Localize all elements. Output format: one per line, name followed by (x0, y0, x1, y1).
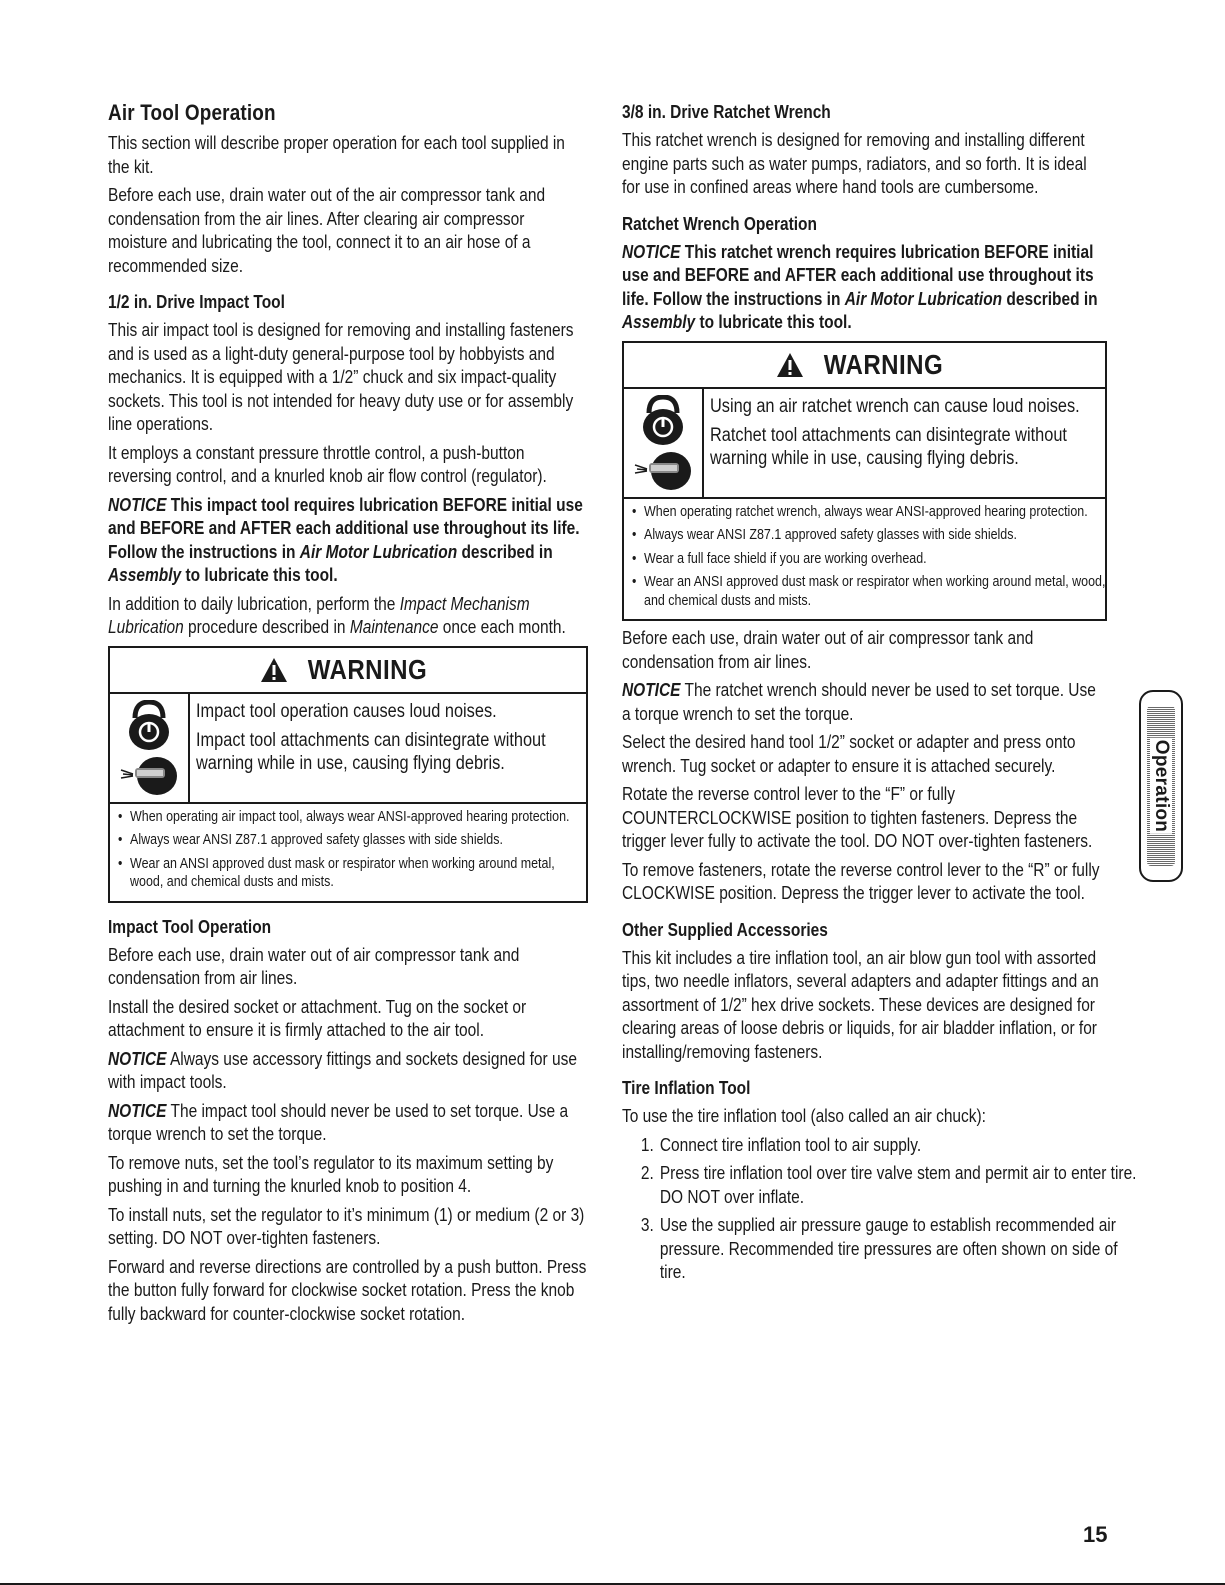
impact-op-paragraph-1: Before each use, drain water out of air compressor tank and condensation from air lines. (108, 944, 520, 988)
warning-bullet: • Wear an ANSI approved dust mask or respirator when working around metal, wood, and chemical dusts and mists. (632, 573, 1110, 610)
tire-inflation-intro: To use the tire inflation tool (also called an air chuck): (622, 1106, 986, 1126)
ratchet-op-paragraph-1: Before each use, drain water out of air compressor tank and condensation from air lines. (622, 628, 1034, 672)
impact-op-paragraph-5: Forward and reverse directions are controlled by a push button. Press the button fully forward for clockwise socket rotation. Press the knob fully backward for counter-clockwise socket rotation. (108, 1256, 587, 1324)
warning-icons (110, 694, 190, 802)
ratchet-op-paragraph-2: Select the desired hand tool 1/2” socket or adapter and press onto wrench. Tug socket or adapter to ensure it is attached securely. (622, 732, 1076, 776)
other-accessories-heading: Other Supplied Accessories (622, 919, 828, 940)
warning-bullet: • When operating ratchet wrench, always wear ANSI-approved hearing protection. (632, 503, 1110, 522)
left-column (108, 100, 588, 1331)
warning-line-noise: Impact tool operation causes loud noises. (196, 700, 497, 722)
tire-inflation-steps (622, 1134, 1137, 1285)
warning-title: WARNING (823, 348, 944, 380)
warning-header (110, 648, 586, 694)
warning-title: WARNING (307, 653, 427, 685)
ratchet-op-paragraph-4: To remove fasteners, rotate the reverse control lever to the “R” or fully CLOCKWISE position. Depress the trigger lever to activate the tool. (622, 859, 1100, 903)
other-accessories-paragraph: This kit includes a tire inflation tool, an air blow gun tool with assorted tips, two needle inflators, several adapters and adapter fittings and an assortment of 1/2” hex drive sockets. These devices are designed for clearing areas of loose debris or liquids, for air bladder inflation, or for installing/removing fasteners. (622, 947, 1099, 1062)
ratchet-paragraph-1: This ratchet wrench is designed for removing and installing different engine parts such as water pumps, radiators, and so forth. It is ideal for use in confined areas where hand tools are cumbersome. (622, 130, 1087, 197)
notice-label: NOTICE (108, 1100, 167, 1121)
ratchet-op-paragraph-3: Rotate the reverse control lever to the “F” or fully COUNTERCLOCKWISE position to tighten fasteners. Depress the trigger lever fully to activate the tool. DO NOT over-tighten fasteners. (622, 784, 1093, 851)
impact-paragraph-1: This air impact tool is designed for removing and installing fasteners and is used as a light-duty general-purpose tool by hobbyists and mechanics. It is equipped with a 1/2” chuck and six impact-quality sockets. This tool is not intended for heavy duty use or for assembly line operations. (108, 320, 574, 434)
section-title: Air Tool Operation (108, 100, 276, 125)
accessory-notice: NOTICE Always use accessory fittings and sockets designed for use with impact tools. (108, 1048, 577, 1092)
notice-label: NOTICE (622, 241, 681, 262)
warning-bullet: • Always wear ANSI Z87.1 approved safety glasses with side shields. (118, 831, 591, 850)
ratchet-wrench-heading: 3/8 in. Drive Ratchet Wrench (622, 102, 831, 122)
impact-tool-heading: 1/2 in. Drive Impact Tool (108, 292, 285, 312)
warning-line-debris: Impact tool attachments can disintegrate without warning while in use, causing flying debris. (196, 729, 546, 774)
impact-operation-heading: Impact Tool Operation (108, 916, 272, 937)
warning-statements (704, 389, 1105, 497)
impact-paragraph-2: It employs a constant pressure throttle control, a push-button reversing control, and a knurled knob air flow control (regulator). (108, 442, 547, 486)
torque-notice: NOTICE The impact tool should never be used to set torque. Use a torque wrench to set the torque. (108, 1100, 569, 1144)
notice-label: NOTICE (108, 494, 167, 515)
warning-icons (624, 389, 704, 497)
monthly-lubrication-paragraph: In addition to daily lubrication, perform the Impact Mechanism Lubrication procedure described in Maintenance once each month. (108, 593, 566, 637)
impact-lubrication-notice: NOTICE This impact tool requires lubrication BEFORE initial use and BEFORE and AFTER each additional use throughout its life. Follow the instructions in Air Motor Lubrication described in Assembly to lubricate this tool. (108, 494, 583, 585)
warning-triangle-icon (260, 657, 288, 683)
ratchet-operation-heading: Ratchet Wrench Operation (622, 213, 817, 234)
safety-glasses-icon (633, 447, 693, 491)
safety-glasses-icon (119, 752, 179, 796)
warning-triangle-icon (776, 352, 804, 378)
warning-bullet: • When operating air impact tool, always wear ANSI-approved hearing protection. (118, 808, 591, 827)
warning-header (624, 343, 1105, 389)
warning-body (624, 389, 1105, 499)
warning-line-debris: Ratchet tool attachments can disintegrate without warning while in use, causing flying debris. (710, 424, 1067, 469)
list-item: 1. Connect tire inflation tool to air supply. (640, 1134, 922, 1155)
side-tab-label: Operation (1151, 739, 1172, 833)
tire-inflation-heading: Tire Inflation Tool (622, 1078, 751, 1098)
intro-paragraph-1: This section will describe proper operation for each tool supplied in the kit. (108, 133, 565, 177)
section-side-tab (1139, 690, 1183, 882)
list-item: 2. Press tire inflation tool over tire valve stem and permit air to enter tire. DO NOT over inflate. (640, 1163, 1137, 1207)
impact-warning-box (108, 646, 588, 903)
intro-paragraph-2: Before each use, drain water out of the air compressor tank and condensation from the air lines. After clearing air compressor moisture and lubricating the tool, connect it to an air hose of a recommended size. (108, 185, 546, 276)
warning-bullet-list (624, 499, 1105, 620)
warning-body (110, 694, 586, 804)
hearing-protection-icon (639, 395, 687, 447)
notice-label: NOTICE (108, 1048, 167, 1069)
warning-bullet: • Always wear ANSI Z87.1 approved safety glasses with side shields. (632, 526, 1110, 545)
impact-op-paragraph-2: Install the desired socket or attachment. Tug on the socket or attachment to ensure it is firmly attached to the air tool. (108, 996, 527, 1040)
warning-bullet: • Wear an ANSI approved dust mask or respirator when working around metal, wood, and chemical dusts and mists. (118, 855, 591, 892)
list-item: 3. Use the supplied air pressure gauge to establish recommended air pressure. Recommended tire pressures are often shown on side of tire. (640, 1215, 1118, 1282)
page-number: 15 (1083, 1522, 1108, 1547)
ratchet-torque-notice: NOTICE The ratchet wrench should never be used to set torque. Use a torque wrench to set the torque. (622, 680, 1096, 724)
hearing-protection-icon (125, 700, 173, 752)
warning-bullet-list (110, 804, 586, 901)
ratchet-warning-box (622, 341, 1107, 622)
warning-line-noise: Using an air ratchet wrench can cause loud noises. (710, 395, 1080, 417)
impact-op-paragraph-3: To remove nuts, set the tool’s regulator to its maximum setting by pushing in and turning the knurled knob to position 4. (108, 1152, 554, 1196)
ratchet-lubrication-notice: NOTICE This ratchet wrench requires lubrication BEFORE initial use and BEFORE and AFTER each additional use throughout its life. Follow the instructions in Air Motor Lubrication described in Assembly to lubricate this tool. (622, 241, 1098, 332)
impact-op-paragraph-4: To install nuts, set the regulator to it’s minimum (1) or medium (2 or 3) setting. DO NOT over-tighten fasteners. (108, 1204, 585, 1248)
warning-statements (190, 694, 586, 802)
warning-bullet: • Wear a full face shield if you are working overhead. (632, 550, 1110, 569)
notice-label: NOTICE (622, 680, 681, 700)
right-column (622, 100, 1137, 1290)
